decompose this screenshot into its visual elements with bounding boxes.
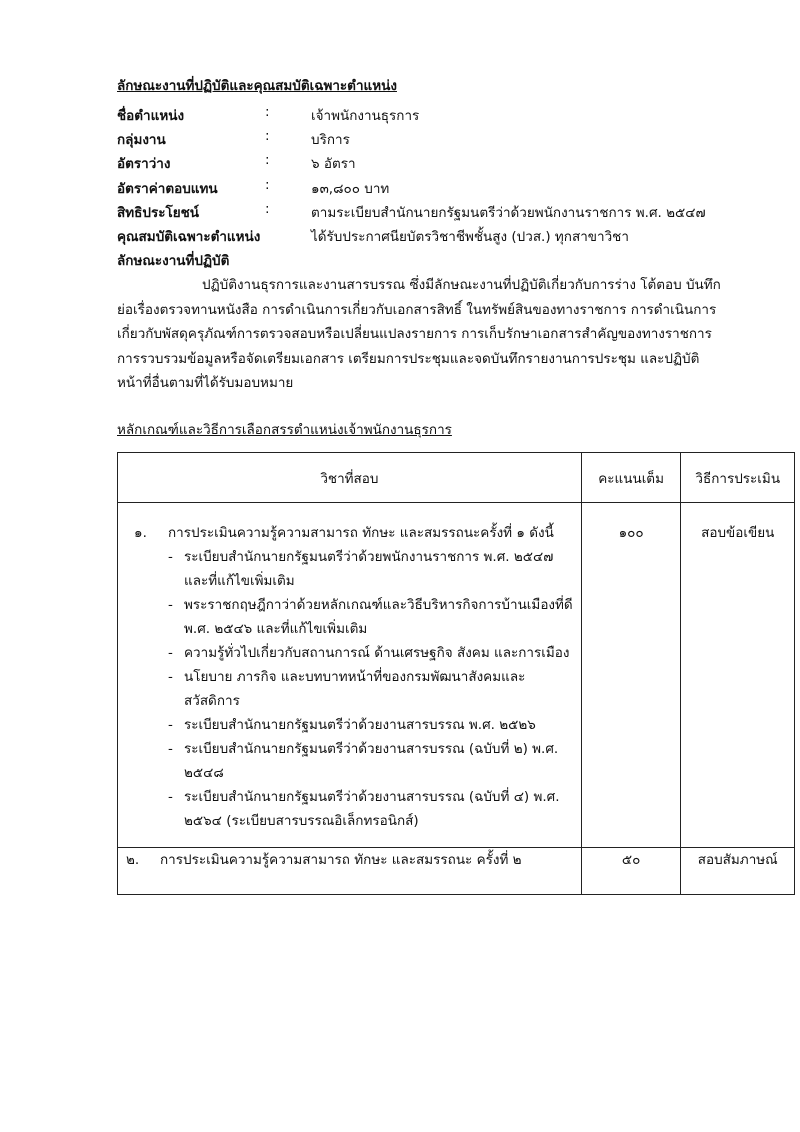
field-label: กลุ่มงาน [117, 132, 166, 148]
field-label: ชื่อตำแหน่ง [117, 108, 185, 124]
item-number: ๒. [126, 852, 140, 868]
field-colon: : [265, 152, 270, 168]
field-value: ตามระเบียบสำนักนายกรัฐมนตรีว่าด้วยพนักงานราชการ พ.ศ. ๒๕๔๗ [311, 205, 706, 221]
item-title: การประเมินความรู้ความสามารถ ทักษะ และสมรรถนะครั้งที่ ๑ ดังนี้ [168, 525, 554, 541]
field-compensation [117, 177, 777, 199]
item-number: ๑. [134, 525, 147, 541]
field-value: ได้รับประกาศนียบัตรวิชาชีพชั้นสูง (ปวส.) ทุกสาขาวิชา [311, 229, 629, 245]
duties-label-row [117, 249, 777, 271]
evaluation-table [117, 452, 795, 895]
section-heading-duties-qualifications: ลักษณะงานที่ปฏิบัติและคุณสมบัติเฉพาะตำแหน่ง [117, 78, 397, 94]
list-item: - ระเบียบสำนักนายกรัฐมนตรีว่าด้วยพนักงานราชการ พ.ศ. ๒๕๔๗ และที่แก้ไขเพิ่มเติม [168, 549, 554, 589]
method-cell: สอบสัมภาษณ์ [681, 848, 795, 895]
field-qualifications [117, 225, 777, 247]
topic-list [134, 545, 573, 833]
field-label: สิทธิประโยชน์ [117, 205, 200, 221]
duties-line: หน้าที่อื่นตามที่ได้รับมอบหมาย [117, 375, 294, 391]
item-title: การประเมินความรู้ความสามารถ ทักษะ และสมรรถนะ ครั้งที่ ๒ [160, 852, 522, 868]
field-position-name [117, 104, 777, 126]
subject-cell [118, 848, 582, 895]
duties-line: ย่อเรื่องตรวจทานหนังสือ การดำเนินการเกี่ยวกับเอกสารสิทธิ์ ในทรัพย์สินของทางราชการ การดำเนินการ [117, 301, 717, 318]
table-header-row [118, 453, 795, 503]
duties-label: ลักษณะงานที่ปฏิบัติ [117, 253, 230, 269]
list-item: - พระราชกฤษฎีกาว่าด้วยหลักเกณฑ์และวิธีบริหารกิจการบ้านเมืองที่ดี พ.ศ. ๒๕๔๖ และที่แก้ไขเพิ่มเติม [168, 597, 573, 637]
list-item: - ระเบียบสำนักนายกรัฐมนตรีว่าด้วยงานสารบรรณ (ฉบับที่ ๒) พ.ศ. ๒๕๔๘ [168, 741, 559, 781]
item-heading [134, 521, 573, 545]
item-heading [126, 848, 573, 872]
score-cell: ๑๐๐ [581, 503, 681, 848]
field-colon: : [265, 201, 270, 217]
field-vacancies [117, 152, 777, 174]
duties-line: เกี่ยวกับพัสดุครุภัณฑ์การตรวจสอบหรือเปลี่ยนแปลงรายการ การเก็บรักษาเอกสารสำคัญของทางราชการ [117, 326, 712, 342]
method-cell: สอบข้อเขียน [681, 503, 795, 848]
list-item: - นโยบาย ภารกิจ และบทบาทหน้าที่ของกรมพัฒนาสังคมและสวัสดิการ [168, 669, 526, 709]
list-item: - ระเบียบสำนักนายกรัฐมนตรีว่าด้วยงานสารบรรณ (ฉบับที่ ๔) พ.ศ. ๒๕๖๔ (ระเบียบสารบรรณอิเล็กทรอนิกส์) [168, 789, 560, 829]
field-value: เจ้าพนักงานธุรการ [311, 108, 420, 124]
field-label: อัตราว่าง [117, 156, 171, 172]
duties-line: ปฏิบัติงานธุรการและงานสารบรรณ ซึ่งมีลักษณะงานที่ปฏิบัติเกี่ยวกับการร่าง โต้ตอบ บันทึก [202, 277, 721, 293]
list-item: - ความรู้ทั่วไปเกี่ยวกับสถานการณ์ ด้านเศรษฐกิจ สังคม และการเมือง [168, 645, 570, 661]
field-colon: : [265, 104, 270, 120]
table-row [118, 848, 795, 895]
field-value: ๖ อัตรา [311, 156, 356, 172]
section-heading-selection-criteria: หลักเกณฑ์และวิธีการเลือกสรรตำแหน่งเจ้าพนักงานธุรการ [117, 422, 452, 438]
field-benefits [117, 201, 777, 223]
table-row [118, 503, 795, 848]
field-label: คุณสมบัติเฉพาะตำแหน่ง [117, 229, 261, 245]
duties-line: การรวบรวมข้อมูลหรือจัดเตรียมเอกสาร เตรียมการประชุมและจดบันทึกรายงานการประชุม และปฏิบัติ [117, 350, 700, 367]
header-full-score: คะแนนเต็ม [581, 453, 681, 503]
header-evaluation-method: วิธีการประเมิน [681, 453, 795, 503]
score-cell: ๕๐ [581, 848, 681, 895]
field-colon: : [265, 128, 270, 144]
subject-cell [118, 503, 582, 848]
duties-paragraph [117, 273, 757, 396]
header-subject: วิชาที่สอบ [118, 453, 582, 503]
field-work-group [117, 128, 777, 150]
field-value: ๑๓,๘๐๐ บาท [311, 181, 390, 197]
field-value: บริการ [311, 132, 350, 148]
list-item: - ระเบียบสำนักนายกรัฐมนตรีว่าด้วยงานสารบรรณ พ.ศ. ๒๕๒๖ [168, 717, 536, 733]
field-colon: : [265, 177, 270, 193]
field-label: อัตราค่าตอบแทน [117, 181, 218, 197]
